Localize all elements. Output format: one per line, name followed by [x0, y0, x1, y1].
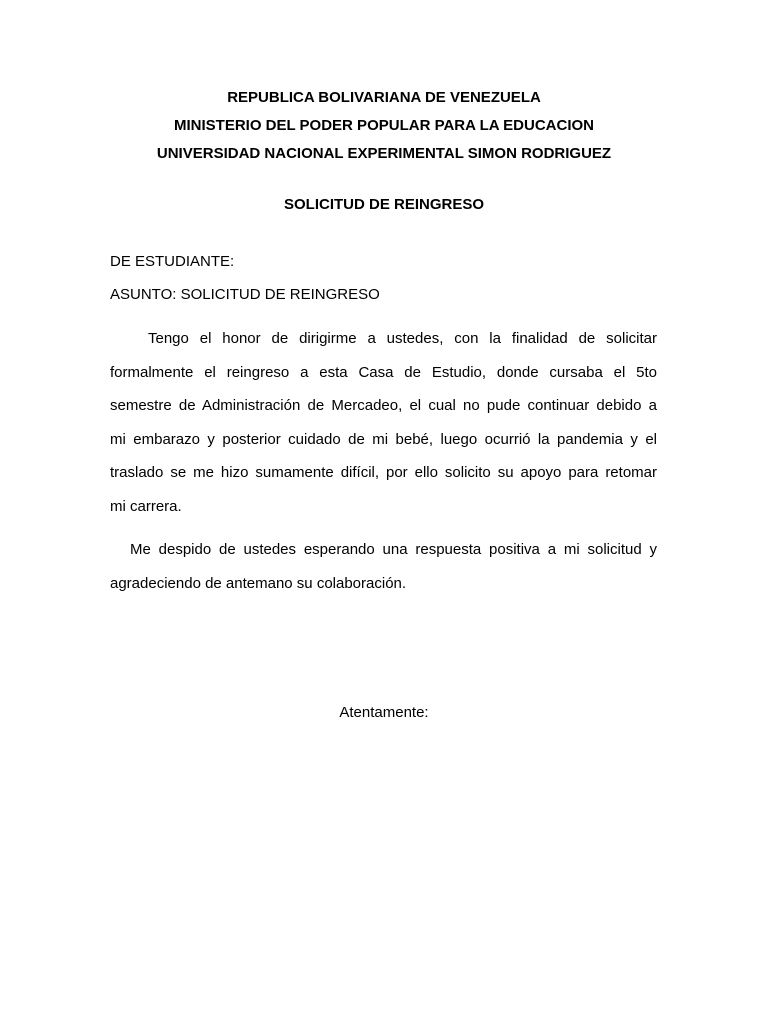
paragraph-line: agradeciendo de antemano su colaboración.	[110, 574, 407, 592]
student-field: DE ESTUDIANTE:	[110, 253, 235, 270]
header-ministry: MINISTERIO DEL PODER POPULAR PARA LA EDUCACION	[173, 117, 595, 134]
header-university: UNIVERSIDAD NACIONAL EXPERIMENTAL SIMON RODRIGUEZ	[156, 145, 612, 162]
paragraph-line: Tengo el honor de dirigirme a ustedes, con la finalidad de solicitar	[148, 330, 657, 347]
paragraph-request	[110, 322, 657, 523]
paragraph-line: semestre de Administración de Mercadeo, el cual no pude continuar debido a	[110, 397, 657, 414]
document-title: SOLICITUD DE REINGRESO	[283, 196, 485, 213]
paragraph-line: Me despido de ustedes esperando una respuesta positiva a mi solicitud y	[130, 541, 657, 558]
paragraph-farewell	[110, 533, 657, 600]
letterhead	[0, 84, 768, 168]
paragraph-line: mi embarazo y posterior cuidado de mi bebé, luego ocurrió la pandemia y el	[110, 430, 657, 448]
paragraph-line: mi carrera.	[110, 497, 182, 515]
header-country: REPUBLICA BOLIVARIANA DE VENEZUELA	[227, 89, 541, 106]
subject-field: ASUNTO: SOLICITUD DE REINGRESO	[110, 286, 380, 303]
closing-salutation: Atentamente:	[339, 704, 429, 721]
paragraph-line: traslado se me hizo sumamente difícil, por ello solicito su apoyo para retomar	[110, 464, 657, 481]
paragraph-line: formalmente el reingreso a esta Casa de Estudio, donde cursaba el 5to	[110, 363, 657, 381]
